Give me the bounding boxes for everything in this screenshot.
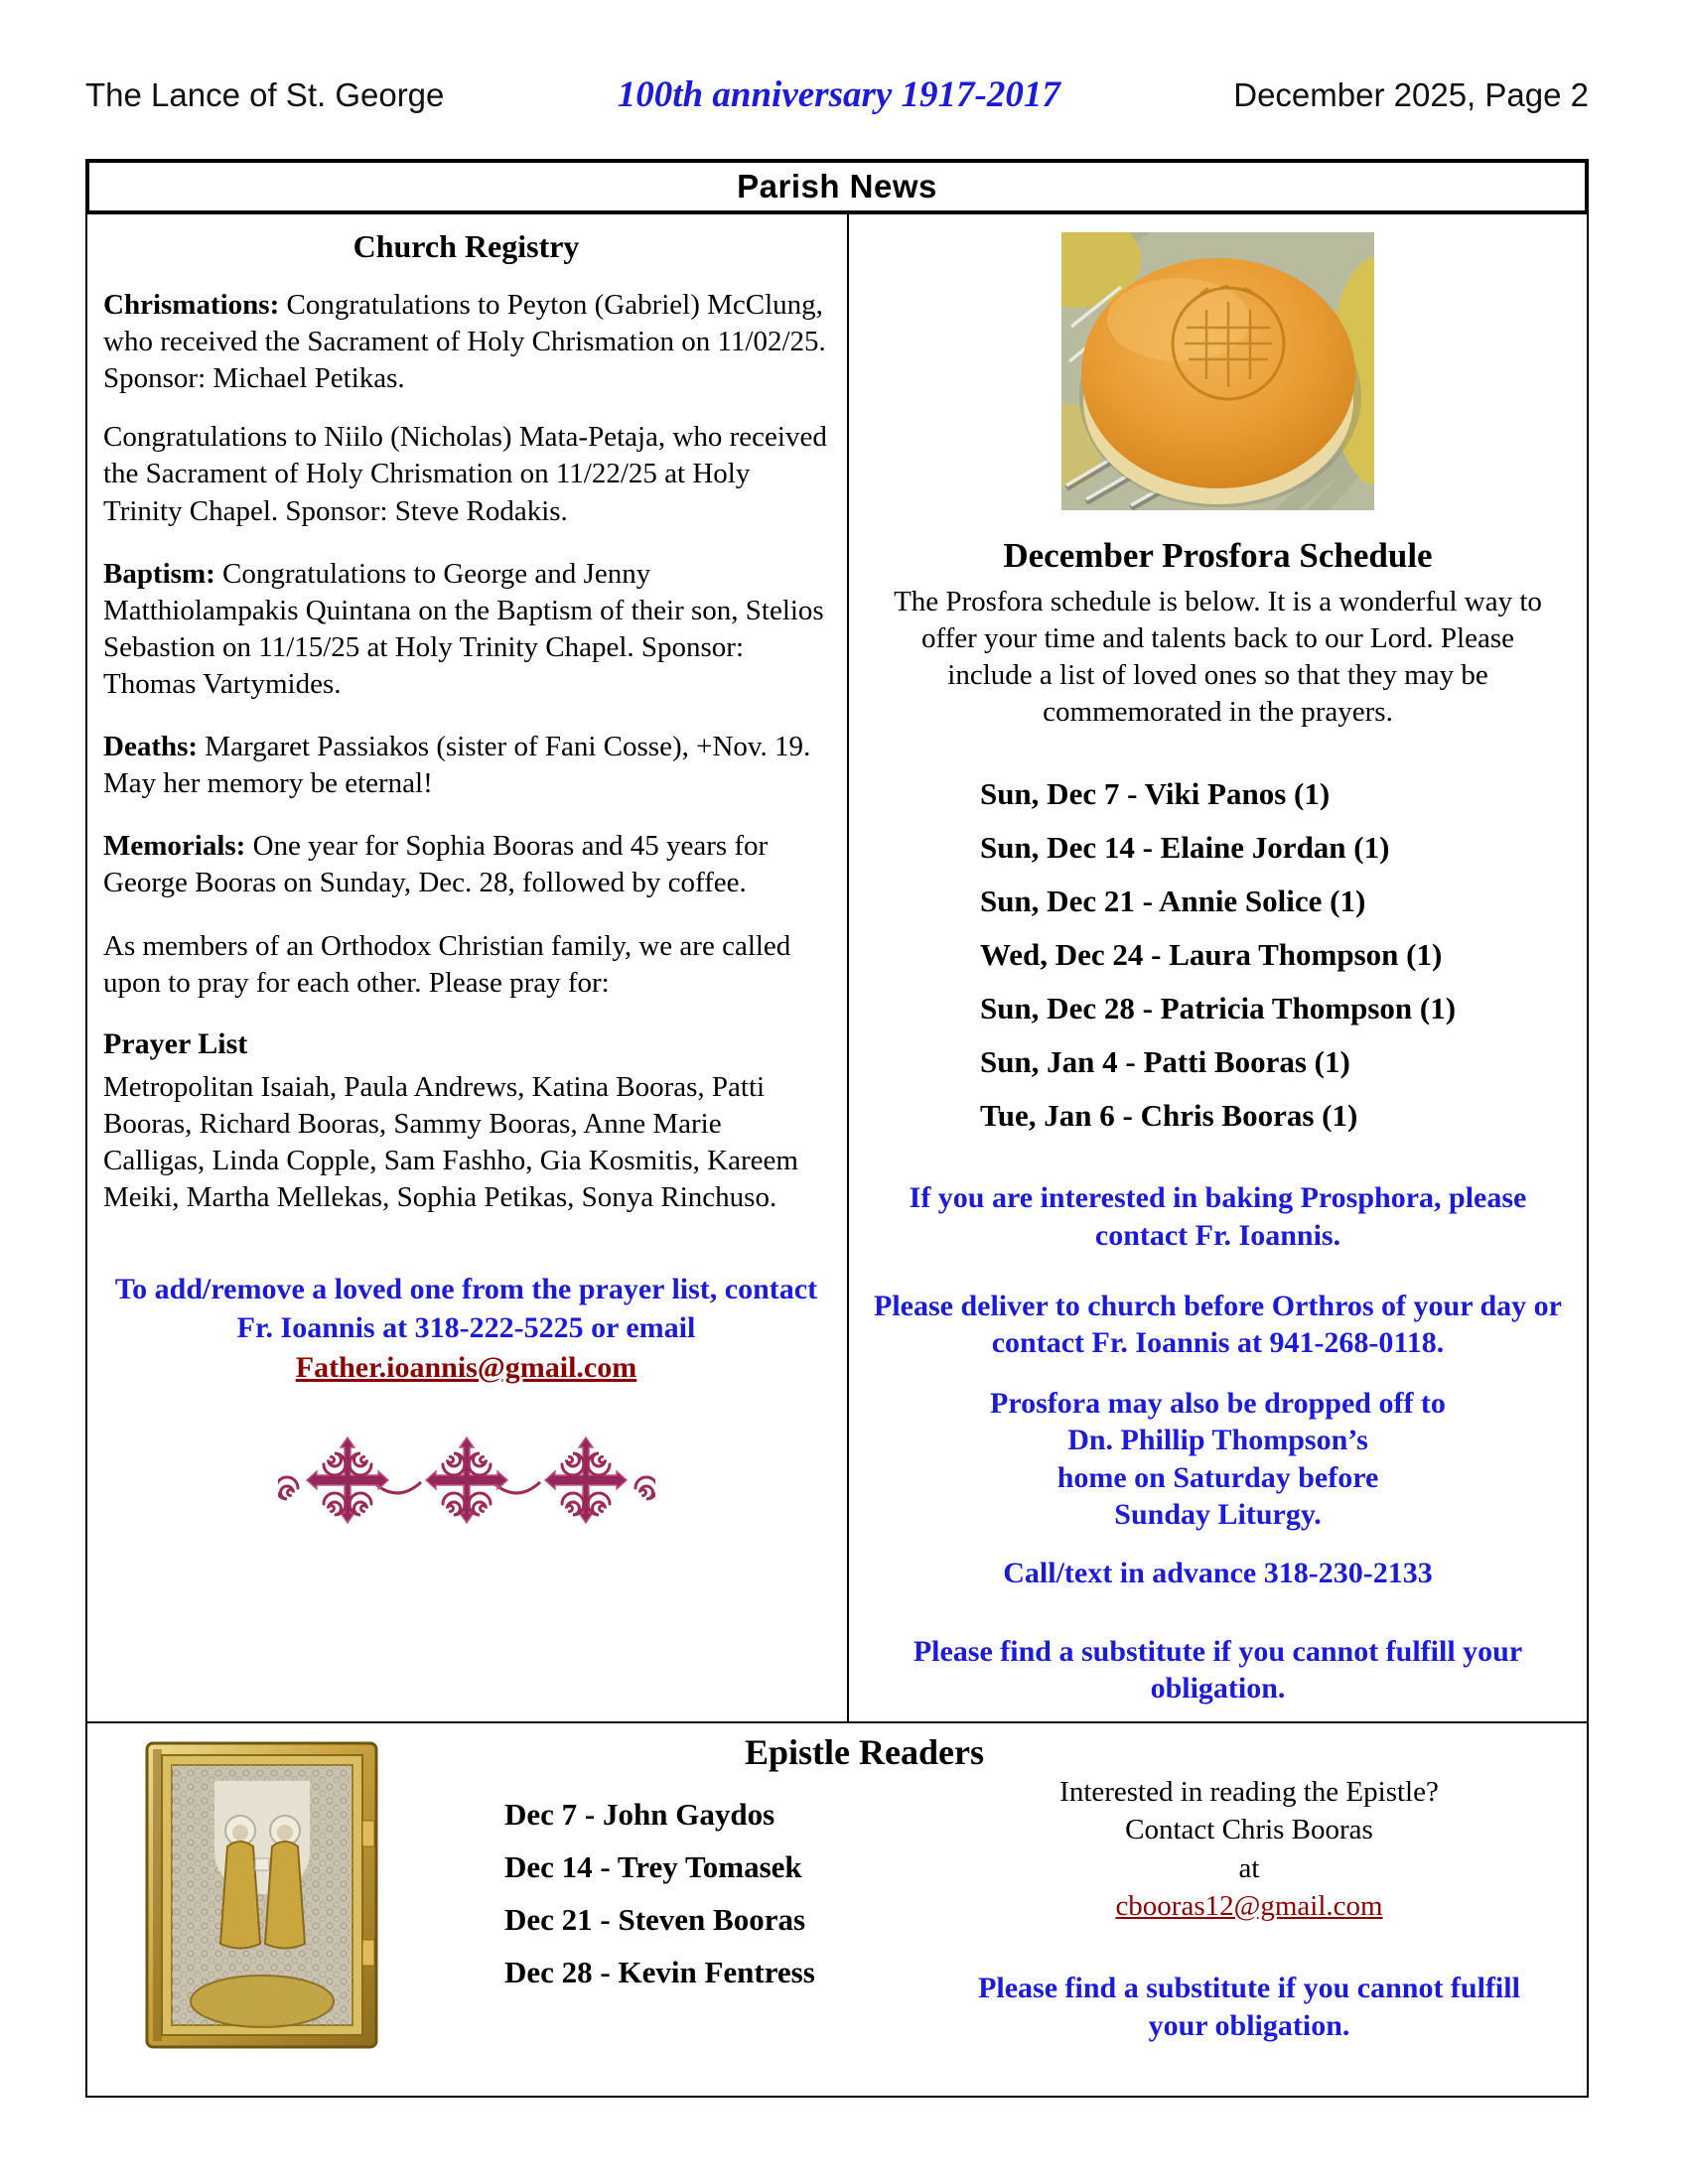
prosfora-schedule-item: Sun, Dec 7 - Viki Panos (1) [979, 776, 1331, 812]
family-prayer-paragraph [103, 928, 829, 1002]
deaths-text: Margaret Passiakos (sister of Fani Cosse), +Nov. 19. May her memory be eternal! [103, 731, 811, 800]
prosfora-schedule-item: Sun, Dec 14 - Elaine Jordan (1) [979, 830, 1390, 866]
epistle-readers-title: Epistle Readers [745, 1732, 984, 1772]
epistle-substitute-note: Please find a substitute if you cannot fulfill your obligation. [978, 1972, 1520, 2042]
church-registry-column [87, 214, 847, 1721]
gospel-book-image [145, 1741, 378, 2049]
chrismations-text-2: Congratulations to Niilo (Nicholas) Mata-Petaja, who received the Sacrament of Holy Chrismation on 11/22/25 at Holy Trinity Chapel. Sponsor: Steve Rodakis. [103, 421, 827, 527]
memorials-text: One year for Sophia Booras and 45 years for George Booras on Sunday, Dec. 28, followed by coffee. [103, 830, 769, 899]
dropoff-note-line: home on Saturday before [1056, 1460, 1379, 1494]
epistle-contact-line: Contact Chris Booras [1125, 1814, 1373, 1846]
dropoff-note-line: Dn. Phillip Thompson’s [1067, 1424, 1368, 1457]
epistle-readers-list [504, 1797, 815, 2007]
prosfora-schedule-title: December Prosfora Schedule [1003, 536, 1433, 575]
delivery-note: Please deliver to church before Orthros of your day or contact Fr. Ioannis at 941-268-0118. [874, 1289, 1562, 1359]
dropoff-note-line: Prosfora may also be dropped off to [990, 1387, 1446, 1421]
newsletter-title: The Lance of St. George [85, 76, 445, 113]
memorials-label: Memorials: [103, 830, 246, 863]
chrismations-paragraph [103, 287, 829, 397]
baptism-text: Congratulations to George and Jenny Matthiolampakis Quintana on the Baptism of their son, Stelios Sebastion on 11/15/25 at Holy Trinity Chapel. Sponsor: Thomas Vartymides. [103, 557, 824, 700]
prosfora-schedule-item: Wed, Dec 24 - Laura Thompson (1) [979, 937, 1443, 973]
church-registry-title: Church Registry [352, 228, 580, 264]
deaths-paragraph [103, 729, 829, 802]
cross-ornament-icon [278, 1431, 655, 1535]
anniversary-banner: 100th anniversary 1917-2017 [617, 74, 1060, 115]
parish-news-bar [85, 159, 1589, 214]
chrismations-text: Congratulations to Peyton (Gabriel) McClung, who received the Sacrament of Holy Chrismation on 11/02/25. Sponsor: Michael Petikas. [103, 289, 826, 395]
call-text-note: Call/text in advance 318-230-2133 [1003, 1556, 1433, 1589]
prosfora-schedule-item: Sun, Dec 21 - Annie Solice (1) [979, 884, 1366, 919]
section-title: Parish News [737, 168, 937, 205]
prayer-list-note: To add/remove a loved one from the prayer list, contact Fr. Ioannis at 318-222-5225 or email [114, 1273, 818, 1345]
chris-booras-email-link[interactable]: cbooras12@gmail.com [1115, 1889, 1383, 1922]
father-ioannis-email-link[interactable]: Father.ioannis@gmail.com [295, 1351, 637, 1385]
content-box [85, 214, 1589, 2098]
dropoff-note [869, 1385, 1567, 1533]
prosfora-substitute-note: Please find a substitute if you cannot fulfill your obligation. [913, 1635, 1523, 1706]
page-header [85, 73, 1589, 116]
epistle-reader-item: Dec 28 - Kevin Fentress [504, 1955, 815, 1989]
baptism-label: Baptism: [103, 557, 215, 590]
epistle-contact-line: at [1238, 1851, 1260, 1884]
issue-and-page: December 2025, Page 2 [1233, 76, 1589, 113]
epistle-reader-item: Dec 21 - Steven Booras [504, 1902, 806, 1937]
memorials-paragraph [103, 828, 829, 901]
family-prayer-text: As members of an Orthodox Christian family, we are called upon to pray for each other. Please pray for: [103, 929, 791, 999]
epistle-contact-block [961, 1773, 1537, 1925]
dropoff-note-line: Sunday Liturgy. [1114, 1497, 1322, 1531]
chrismations-paragraph-2 [103, 419, 829, 529]
baking-interest-note: If you are interested in baking Prosphora, please contact Fr. Ioannis. [909, 1181, 1527, 1252]
prosfora-bread-image [1061, 232, 1374, 510]
deaths-label: Deaths: [103, 731, 199, 763]
prosfora-schedule-item: Tue, Jan 6 - Chris Booras (1) [979, 1098, 1358, 1134]
prosfora-schedule-list [980, 776, 1456, 1134]
epistle-reader-item: Dec 14 - Trey Tomasek [504, 1849, 802, 1884]
prosfora-schedule-item: Sun, Dec 28 - Patricia Thompson (1) [979, 991, 1457, 1026]
epistle-reader-item: Dec 7 - John Gaydos [504, 1797, 775, 1832]
prayer-list-title: Prayer List [103, 1026, 248, 1060]
prosfora-intro-text: The Prosfora schedule is below. It is a wonderful way to offer your time and talents back to our Lord. Please include a list of loved ones so that they may be commemorated in the prayers. [894, 586, 1542, 729]
prosfora-column [847, 214, 1587, 1721]
prayer-list-names: Metropolitan Isaiah, Paula Andrews, Katina Booras, Patti Booras, Richard Booras, Sammy Booras, Anne Marie Calligas, Linda Copple, Sam Fashho, Gia Kosmitis, Kareem Meiki, Martha Mellekas, Sophia Petikas, Sonya Rinchuso. [103, 1070, 798, 1214]
baptism-paragraph [103, 556, 829, 703]
epistle-readers-section [87, 1721, 1587, 2098]
chrismations-label: Chrismations: [103, 289, 280, 321]
epistle-contact-line: Interested in reading the Epistle? [1059, 1776, 1439, 1808]
two-column-area [87, 214, 1587, 1721]
prosfora-schedule-item: Sun, Jan 4 - Patti Booras (1) [979, 1044, 1350, 1080]
